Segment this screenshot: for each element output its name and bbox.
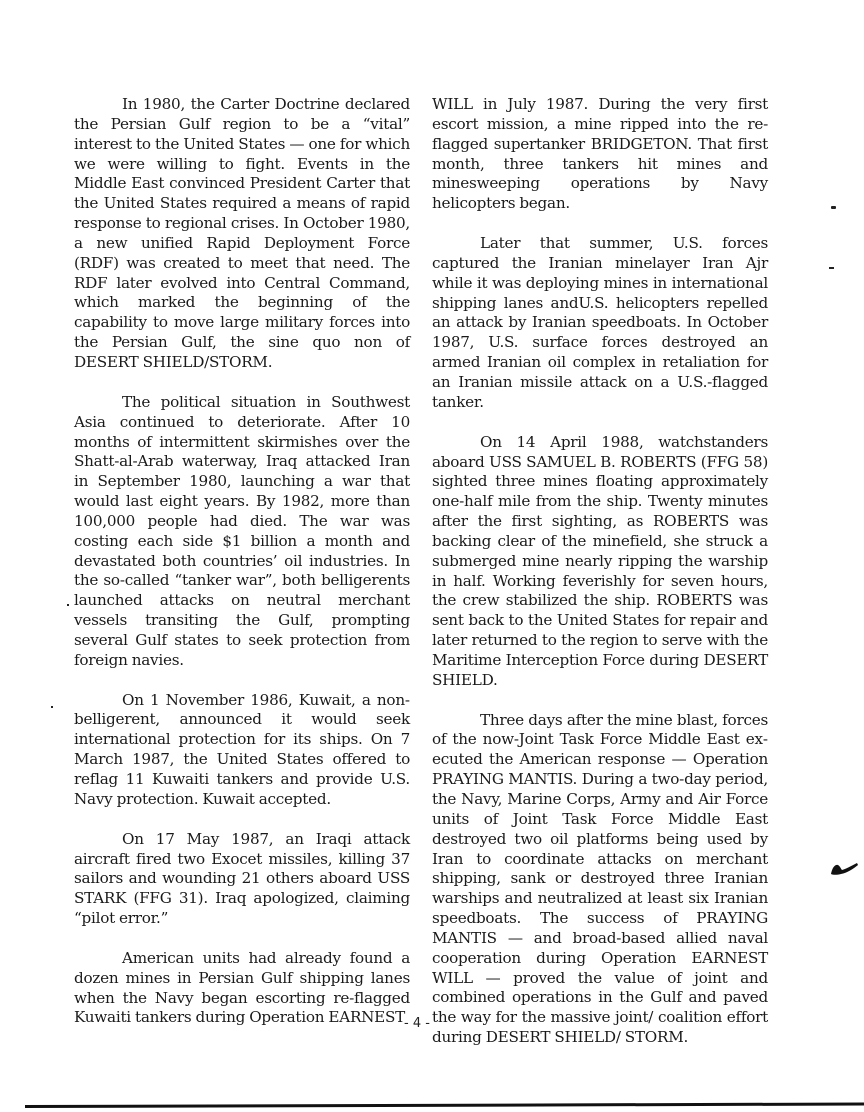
bottom-rule-divider <box>25 1103 864 1108</box>
page-number-text: - 4 - <box>404 1016 430 1031</box>
paragraph-iran-ajr: Later that summer, U.S. forces captured the Iranian minelayer Iran Ajr while it was deploying mines in international shipping lanes andU.S. helicopters repelled an attack by Iranian speedboats. In October 1987, U.S. surface forces destroyed an armed Iranian oil complex in retaliation for an Iranian missile attack on a U.S.-flagged tanker. <box>432 234 768 411</box>
scan-artifact-blob-icon <box>829 860 859 876</box>
paragraph-carter-doctrine: In 1980, the Carter Doctrine declared the Persian Gulf region to be a “vital” interest to the United States — one for which we were willing to fight. Events in the Middle East convinced President Carter that the United States required a means of rapid response to regional crises. In October 1980, a new unified Rapid Deployment Force (RDF) was created to meet that need. The RDF later evolved into Central Command, which marked the beginning of the capability to move large military forces into the Persian Gulf, the sine quo non of DESERT SHIELD/STORM. <box>74 95 410 371</box>
paragraph-earnest-will-continued: WILL in July 1987. During the very first escort mission, a mine ripped into the re-flagged supertanker BRIDGETON. That first month, three tankers hit mines and minesweeping operations by Navy helicopters began. <box>432 95 768 213</box>
paragraph-uss-stark: On 17 May 1987, an Iraqi attack aircraft fired two Exocet missiles, killing 37 sailors and wounding 21 others aboard USS STARK (FFG 31). Iraq apologized, claiming “pilot error.” <box>74 829 410 928</box>
left-column <box>74 95 410 1048</box>
paragraph-iran-iraq-war: The political situation in Southwest Asia continued to deteriorate. After 10 months of intermittent skirmishes over the Shatt-al-Arab waterway, Iraq attacked Iran in September 1980, launching a war that would last eight years. By 1982, more than 100,000 people had died. The war was costing each side $1 billion a month and devastated both countries’ oil industries. In the so-called “tanker war”, both belligerents launched attacks on neutral merchant vessels transiting the Gulf, prompting several Gulf states to seek protection from foreign navies. <box>74 392 410 669</box>
scan-artifact-dot <box>67 604 69 606</box>
page-number <box>0 1016 864 1031</box>
paragraph-kuwait-reflag: On 1 November 1986, Kuwait, a nonbelligerent, announced it would seek international protection for its ships. On 7 March 1987, the United States offered to reflag 11 Kuwaiti tankers and provide U.S. Navy protection. Kuwait accepted. <box>74 690 410 808</box>
right-column <box>432 95 768 1068</box>
scan-artifact-dot <box>51 706 53 708</box>
scan-artifact-mark <box>829 267 834 269</box>
scan-artifact-mark <box>831 206 836 209</box>
paragraph-samuel-b-roberts: On 14 April 1988, watchstanders aboard USS SAMUEL B. ROBERTS (FFG 58) sighted three mines floating approximately one-half mile from the ship. Twenty minutes after the first sighting, as ROBERTS was backing clear of the minefield, she struck a submerged mine nearly ripping the warship in half. Working feverishly for seven hours, the crew stabilized the ship. ROBERTS was sent back to the United States for repair and later returned to the region to serve with the Maritime Interception Force during DESERT SHIELD. <box>432 432 768 689</box>
paragraph-mines-escort: American units had already found a dozen mines in Persian Gulf shipping lanes when the Navy began escorting re-flagged Kuwaiti tankers during Operation EARNEST <box>74 948 410 1027</box>
paragraph-praying-mantis: Three days after the mine blast, forces of the now-Joint Task Force Middle East executed the American response — Operation PRAYING MANTIS. During a two-day period, the Navy, Marine Corps, Army and Air Force units of Joint Task Force Middle East destroyed two oil platforms being used by Iran to coordinate attacks on merchant shipping, sank or destroyed three Iranian warships and neutralized at least six Iranian speedboats. The success of PRAYING MANTIS — and broad-based allied naval cooperation during Operation EARNEST WILL — proved the value of joint and combined operations in the Gulf and paved the way for the massive joint/ coalition effort during DESERT SHIELD/ STORM. <box>432 710 768 1047</box>
